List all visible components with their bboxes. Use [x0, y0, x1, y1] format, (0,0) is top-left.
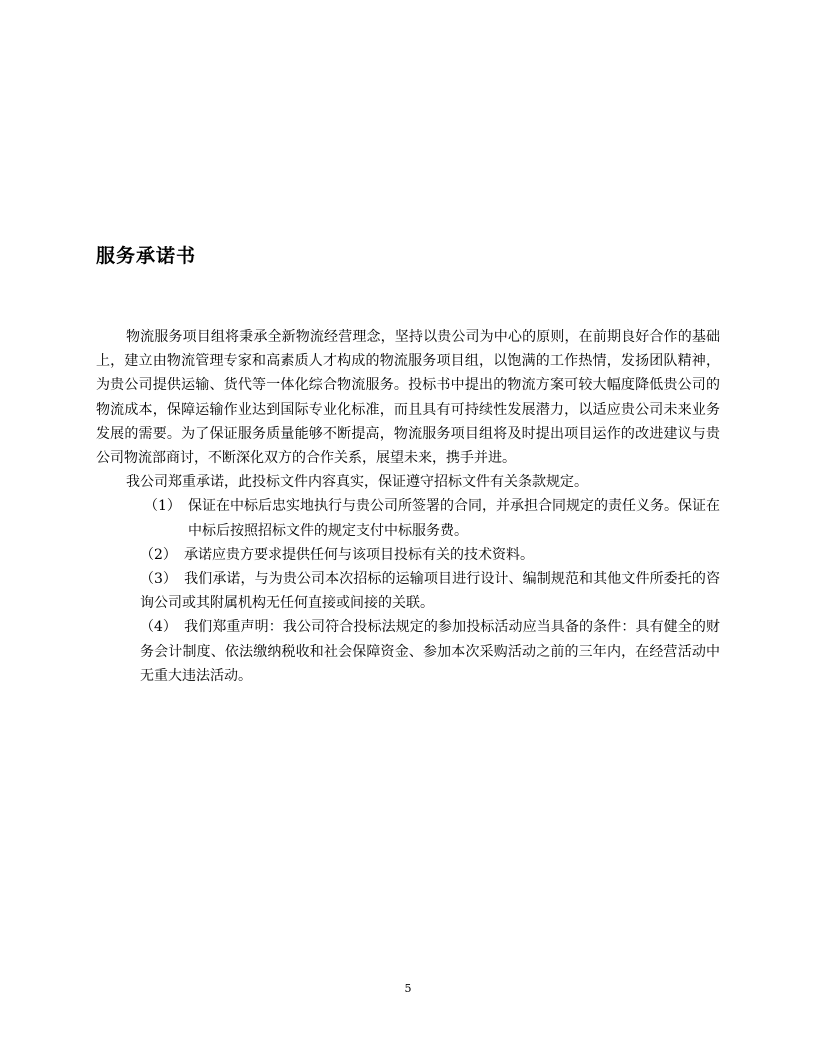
intro-paragraph: 物流服务项目组将秉承全新物流经营理念，坚持以贵公司为中心的原则，在前期良好合作的基础上，建立由物流管理专家和高素质人才构成的物流服务项目组，以饱满的工作热情，发扬团队精神，为贵公司提供运输、货代等一体化综合物流服务。投标书中提出的物流方案可较大幅度降低贵公司的物流成本，保障运输作业达到国际专业化标准，而且具有可持续性发展潜力，以适应贵公司未来业务发展的需要。为了保证服务质量能够不断提高，物流服务项目组将及时提出项目运作的改进建议与贵公司物流部商讨，不断深化双方的合作关系，展望未来，携手并进。 [96, 329, 720, 467]
commitment-item-number: （1） [144, 498, 181, 515]
commitment-item-text: 保证在中标后忠实地执行与贵公司所签署的合同，并承担合同规定的责任义务。保证在中标后按照招标文件的规定支付中标服务费。 [188, 498, 720, 539]
document-title: 服务承诺书 [96, 245, 197, 267]
commitment-item-4 [96, 615, 720, 688]
document-body [96, 325, 720, 688]
commitment-item-number: （3） [140, 571, 177, 588]
commitment-item-1 [96, 494, 720, 542]
commitment-item-2 [96, 543, 720, 567]
commitment-item-text: 我们承诺，与为贵公司本次招标的运输项目进行设计、编制规范和其他文件所委托的咨询公司或其附属机构无任何直接或间接的关联。 [140, 571, 720, 612]
page-number: 5 [404, 982, 412, 995]
commitment-item-text: 承诺应贵方要求提供任何与该项目投标有关的技术资料。 [184, 546, 534, 563]
commitment-intro: 我公司郑重承诺，此投标文件内容真实，保证遵守招标文件有关条款规定。 [126, 474, 588, 491]
commitment-item-3 [96, 567, 720, 615]
commitment-item-number: （4） [140, 619, 177, 636]
commitment-item-number: （2） [140, 546, 177, 563]
commitment-item-text: 我们郑重声明：我公司符合投标法规定的参加投标活动应当具备的条件：具有健全的财务会计制度、依法缴纳税收和社会保障资金、参加本次采购活动之前的三年内，在经营活动中无重大违法活动。 [140, 619, 720, 684]
